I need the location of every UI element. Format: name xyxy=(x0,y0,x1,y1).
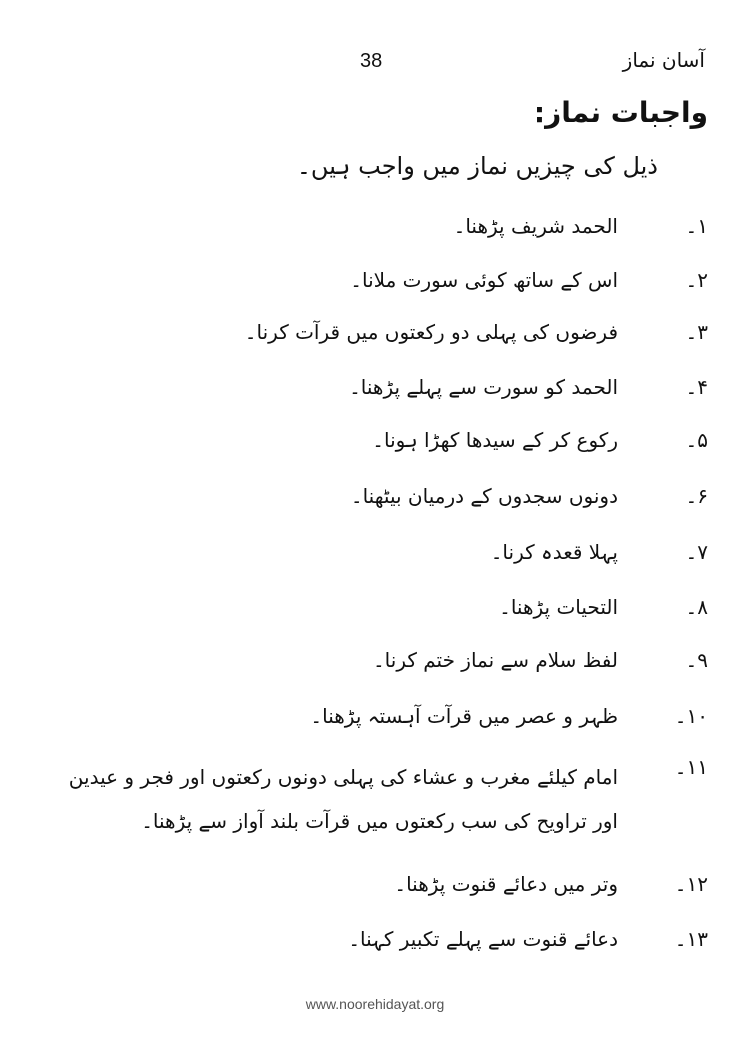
item-number: ۱۳۔ xyxy=(674,927,708,951)
item-number: ۹۔ xyxy=(685,648,708,672)
item-text: وتر میں دعائے قنوت پڑھنا۔ xyxy=(394,872,618,896)
item-number: ۶۔ xyxy=(685,484,708,508)
item-number: ۱۰۔ xyxy=(674,704,708,728)
item-text: دعائے قنوت سے پہلے تکبیر کہنا۔ xyxy=(348,927,618,951)
item-text: پہلا قعدہ کرنا۔ xyxy=(490,540,618,564)
item-number: ۱۲۔ xyxy=(674,872,708,896)
item-text: اس کے ساتھ کوئی سورت ملانا۔ xyxy=(350,268,618,292)
item-text: التحیات پڑھنا۔ xyxy=(499,595,618,619)
item-number: ۲۔ xyxy=(685,268,708,292)
item-text: لفظ سلام سے نماز ختم کرنا۔ xyxy=(372,648,618,672)
section-heading: واجبات نماز: xyxy=(533,96,708,129)
page-number: 38 xyxy=(360,50,383,72)
book-title: آسان نماز xyxy=(622,48,705,72)
item-number: ۱۔ xyxy=(685,214,708,238)
footer-url: www.noorehidayat.org xyxy=(305,996,445,1012)
item-number: ۱۱۔ xyxy=(674,755,708,779)
intro-text: ذیل کی چیزیں نماز میں واجب ہیں۔ xyxy=(296,152,658,180)
item-number: ۴۔ xyxy=(685,375,708,399)
item-text: دونوں سجدوں کے درمیان بیٹھنا۔ xyxy=(350,484,618,508)
page-header xyxy=(60,40,705,80)
item-text: فرضوں کی پہلی دو رکعتوں میں قرآت کرنا۔ xyxy=(244,320,618,344)
item-number: ۷۔ xyxy=(685,540,708,564)
item-text: امام کیلئے مغرب و عشاء کی پہلی دونوں رکعتوں اور فجر و عیدین اور تراویح کی سب رکعتوں میں قرآت بلند آواز سے پڑھنا۔ xyxy=(68,765,618,833)
item-text: الحمد شریف پڑھنا۔ xyxy=(453,214,618,238)
item-text: رکوع کر کے سیدھا کھڑا ہونا۔ xyxy=(372,428,618,452)
item-number: ۳۔ xyxy=(685,320,708,344)
item-number: ۵۔ xyxy=(685,428,708,452)
item-number: ۸۔ xyxy=(685,595,708,619)
item-text: ظہر و عصر میں قرآت آہستہ پڑھنا۔ xyxy=(310,704,618,728)
item-text: الحمد کو سورت سے پہلے پڑھنا۔ xyxy=(349,375,618,399)
